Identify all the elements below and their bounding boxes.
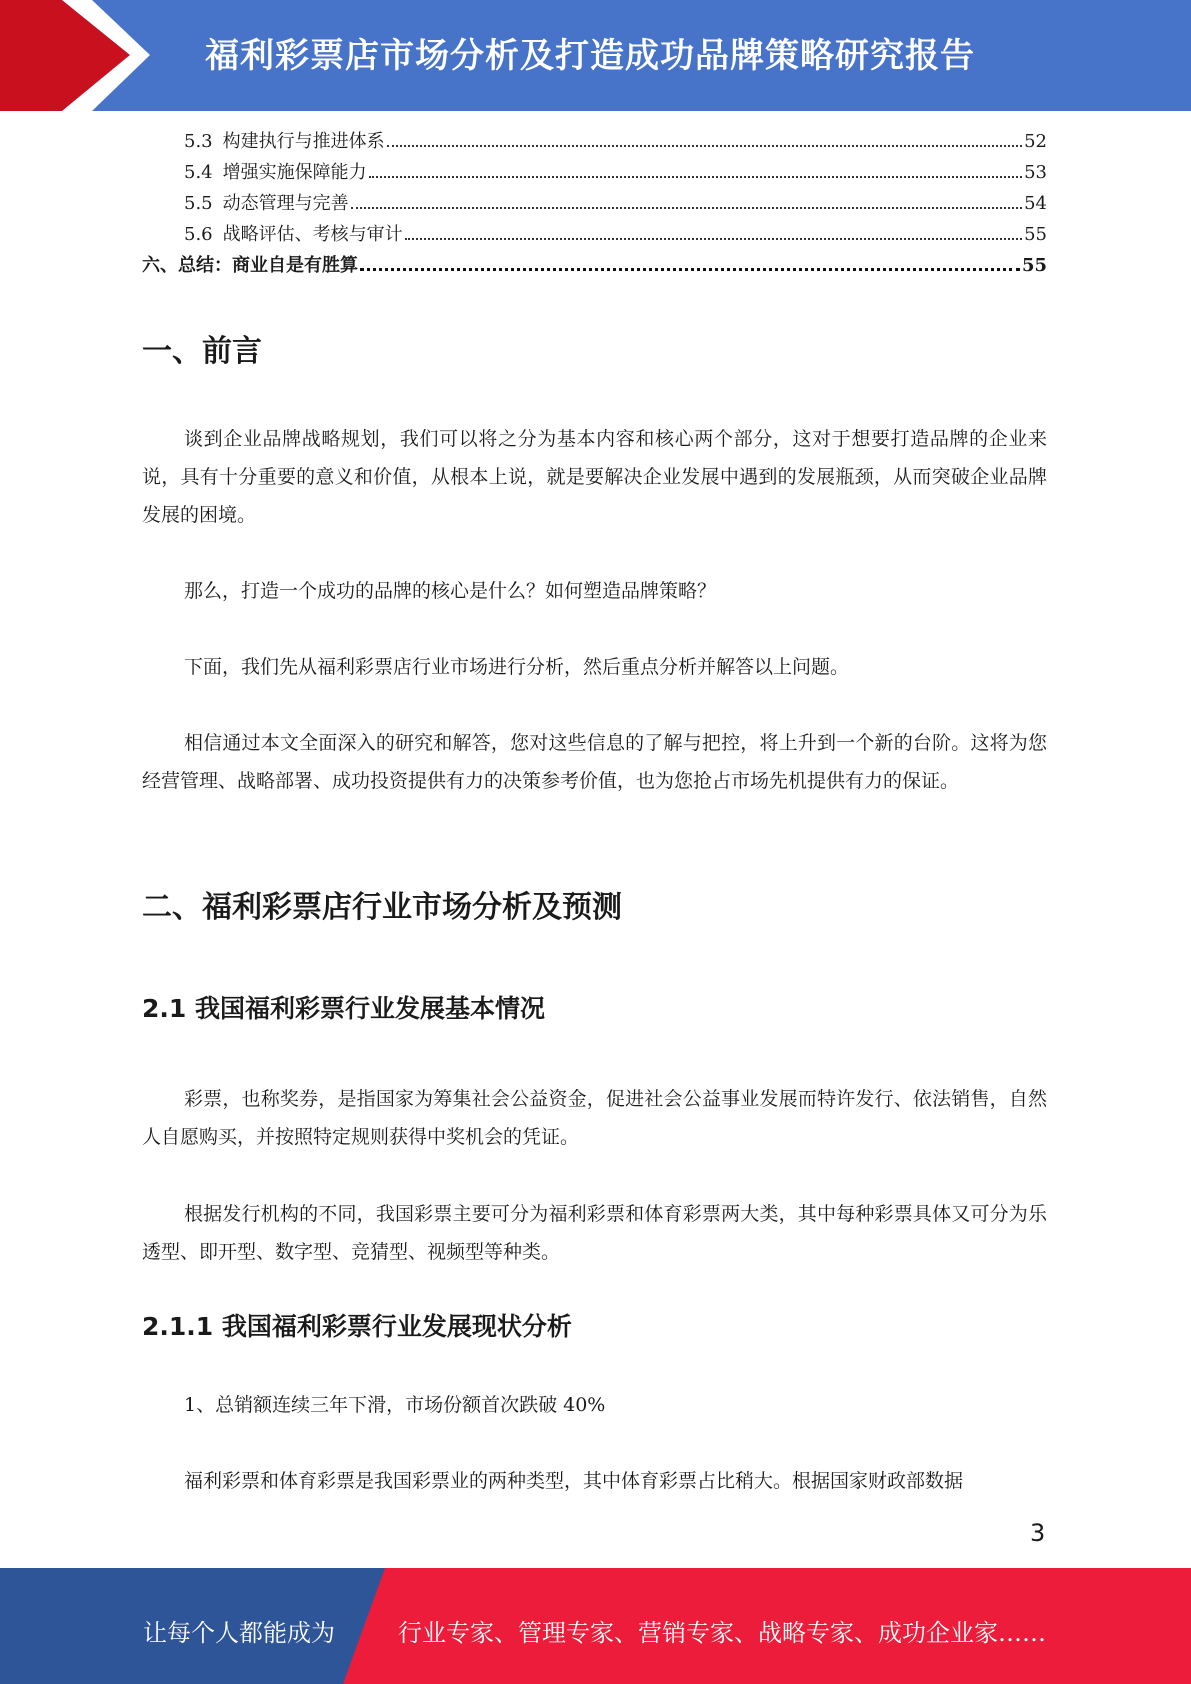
toc-entry-number: 5.3 — [184, 131, 213, 152]
toc-entry-title: 战略评估、考核与审计 — [222, 224, 403, 245]
toc-entry-page: 55 — [1021, 255, 1047, 276]
report-title: 福利彩票店市场分析及打造成功品牌策略研究报告 — [205, 36, 975, 76]
toc-entry-title: 六、总结：商业自是有胜算 — [142, 255, 358, 276]
toc-entry-number: 5.4 — [184, 162, 213, 183]
toc-entry-title: 构建执行与推进体系 — [222, 131, 385, 152]
footer-slogan-left: 让每个人都能成为 — [143, 1619, 335, 1647]
section-heading: 二、福利彩票店行业市场分析及预测 — [142, 890, 622, 925]
page-number: 3 — [1030, 1519, 1046, 1547]
paragraph: 福利彩票和体育彩票是我国彩票业的两种类型，其中体育彩票占比稍大。根据国家财政部数据 — [184, 1470, 964, 1492]
paragraph: 根据发行机构的不同，我国彩票主要可分为福利彩票和体育彩票两大类，其中每种彩票具体又可分为乐透型、即开型、数字型、竞猜型、视频型等种类。 — [142, 1203, 1047, 1263]
section-heading: 一、前言 — [142, 334, 262, 369]
paragraph: 那么，打造一个成功的品牌的核心是什么？如何塑造品牌策略？ — [184, 580, 717, 602]
paragraph: 下面，我们先从福利彩票店行业市场进行分析，然后重点分析并解答以上问题。 — [184, 656, 850, 678]
paragraph: 相信通过本文全面深入的研究和解答，您对这些信息的了解与把控，将上升到一个新的台阶。这将为您经营管理、战略部署、成功投资提供有力的决策参考价值，也为您抢占市场先机提供有力的保证。 — [142, 732, 1047, 792]
toc-entry-title: 动态管理与完善 — [222, 193, 349, 214]
body-text — [142, 0, 1047, 1500]
footer-banner — [0, 1568, 1191, 1684]
toc-entry-page: 53 — [1024, 162, 1047, 183]
paragraph: 谈到企业品牌战略规划，我们可以将之分为基本内容和核心两个部分，这对于想要打造品牌的企业来说，具有十分重要的意义和价值，从根本上说，就是要解决企业发展中遇到的发展瓶颈，从而突破企业品牌发展的困境。 — [142, 428, 1047, 526]
paragraph: 彩票，也称奖券，是指国家为筹集社会公益资金，促进社会公益事业发展而特许发行、依法销售，自然人自愿购买，并按照特定规则获得中奖机会的凭证。 — [142, 1088, 1047, 1148]
toc-entry-number: 5.5 — [184, 193, 213, 214]
toc-entry-number: 5.6 — [184, 224, 213, 245]
subsection-heading: 2.1.1 我国福利彩票行业发展现状分析 — [142, 1312, 572, 1341]
toc-entry-page: 55 — [1024, 224, 1047, 245]
paragraph: 1、总销额连续三年下滑，市场份额首次跌破 40% — [184, 1394, 606, 1416]
toc-entry-title: 增强实施保障能力 — [222, 162, 367, 183]
subsection-heading: 2.1 我国福利彩票行业发展基本情况 — [142, 994, 545, 1023]
toc-entry-page: 54 — [1024, 193, 1047, 214]
footer-slogan-right: 行业专家、管理专家、营销专家、战略专家、成功企业家…… — [398, 1619, 1046, 1647]
toc-entry-page: 52 — [1024, 131, 1047, 152]
